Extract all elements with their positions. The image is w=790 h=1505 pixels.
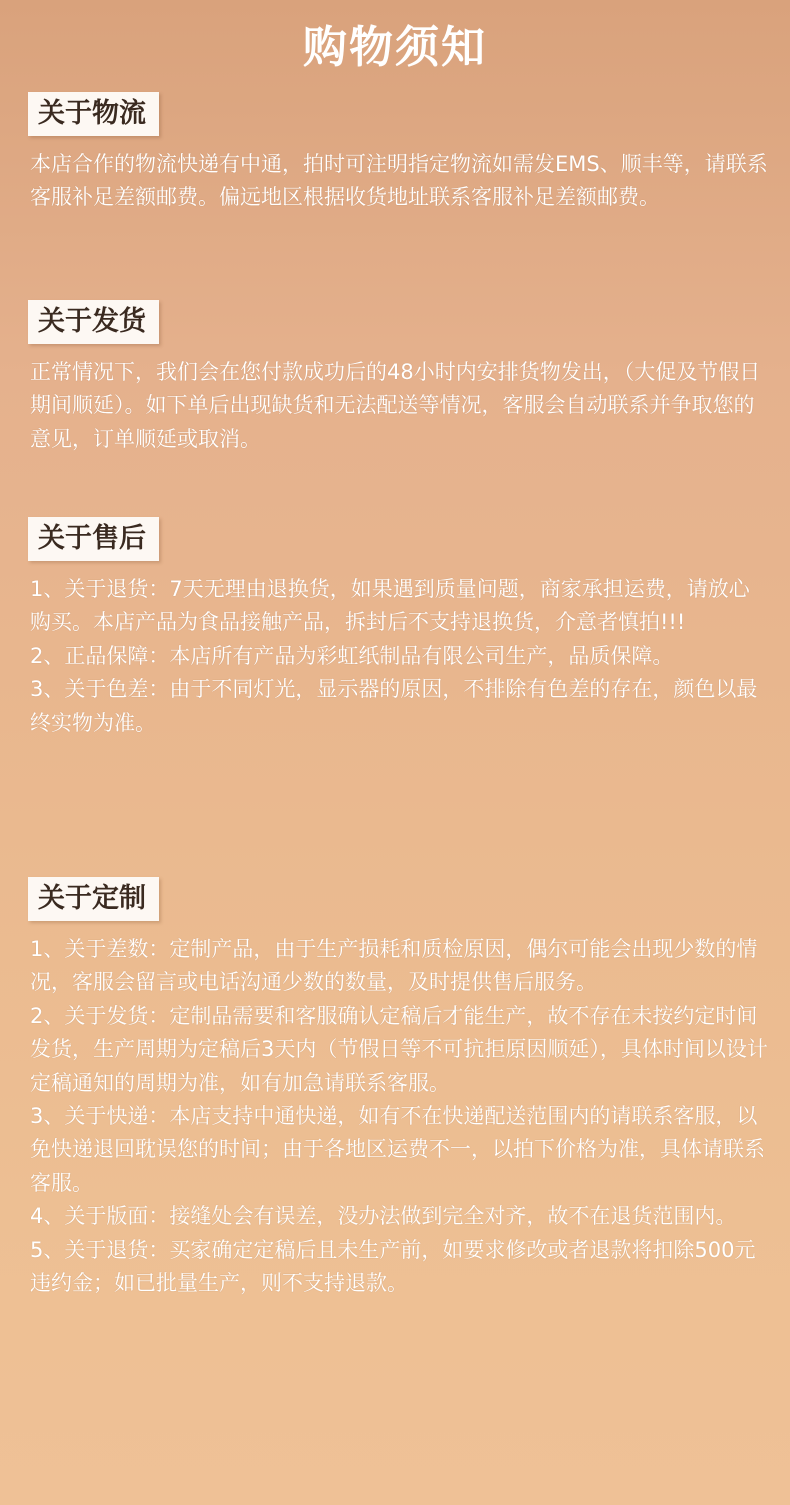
section-label-after-sales: 关于售后 <box>28 517 159 561</box>
section-body-logistics <box>30 148 768 215</box>
paragraph: 本店合作的物流快递有中通，拍时可注明指定物流如需发EMS、顺丰等，请联系客服补足差额邮费。偏远地区根据收货地址联系客服补足差额邮费。 <box>30 152 768 210</box>
paragraph: 4、关于版面：接缝处会有误差，没办法做到完全对齐，故不在退货范围内。 <box>30 1204 737 1229</box>
paragraph: 2、正品保障：本店所有产品为彩虹纸制品有限公司生产，品质保障。 <box>30 643 674 668</box>
paragraph: 5、关于退货：买家确定定稿后且未生产前，如要求修改或者退款将扣除500元违约金；如已批量生产，则不支持退款。 <box>30 1237 756 1296</box>
paragraph: 3、关于快递：本店支持中通快递，如有不在快递配送范围内的请联系客服，以免快递退回耽误您的时间；由于各地区运费不一，以拍下价格为准，具体请联系客服。 <box>30 1104 765 1195</box>
section-label-logistics: 关于物流 <box>28 92 159 136</box>
section-shipping <box>28 300 768 456</box>
page-title: 购物须知 <box>303 22 487 73</box>
section-logistics <box>28 92 768 215</box>
section-after-sales <box>28 517 768 740</box>
section-body-shipping <box>30 356 768 456</box>
paragraph: 1、关于退货：7天无理由退换货，如果遇到质量问题，商家承担运费，请放心购买。本店产品为食品接触产品，拆封后不支持退换货，介意者慎拍!!! <box>30 577 750 635</box>
section-body-customization <box>30 933 768 1300</box>
paragraph: 1、关于差数：定制产品，由于生产损耗和质检原因，偶尔可能会出现少数的情况，客服会留言或电话沟通少数的数量，及时提供售后服务。 <box>30 937 758 995</box>
section-label-shipping: 关于发货 <box>28 300 159 344</box>
paragraph: 正常情况下，我们会在您付款成功后的48小时内安排货物发出，（大促及节假日期间顺延）。如下单后出现缺货和无法配送等情况，客服会自动联系并争取您的意见，订单顺延或取消。 <box>30 360 761 451</box>
section-body-after-sales <box>30 573 768 740</box>
paragraph: 2、关于发货：定制品需要和客服确认定稿后才能生产，故不存在未按约定时间发货，生产周期为定稿后3天内（节假日等不可抗拒原因顺延），具体时间以设计定稿通知的周期为准，如有加急请联系客服。 <box>30 1003 768 1095</box>
section-label-customization: 关于定制 <box>28 877 159 921</box>
paragraph: 3、关于色差：由于不同灯光，显示器的原因，不排除有色差的存在，颜色以最终实物为准。 <box>30 677 758 735</box>
section-customization <box>28 877 768 1300</box>
